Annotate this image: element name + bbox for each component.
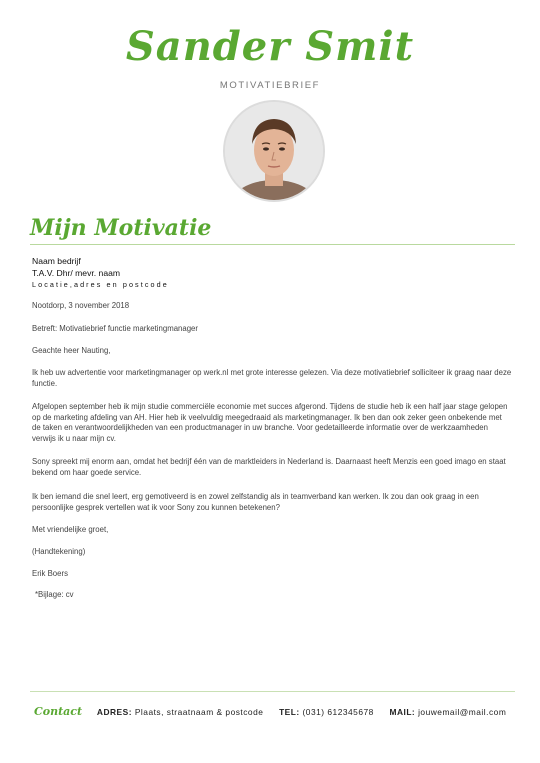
recipient-location: Locatie,adres en postcode (32, 280, 169, 289)
recipient-company: Naam bedrijf (32, 256, 81, 266)
profile-photo (223, 100, 325, 202)
letter-closing: Met vriendelijke groet, (32, 525, 109, 534)
footer-divider (30, 691, 515, 692)
paragraph-text: Afgelopen september heb ik mijn studie commerciële economie met succes afgerond. Tijdens de studie heb ik een half jaar stage gelopen op de marketing afdeling van AH. Hier heb ik veelvuldig meegedraaid als marketingmanager. Ik ben dan ook zeker geen onbekende met de taken en verantwoordelijkheden van een productmanager in uw branche. Voor gedetailleerde informatie over de werkzaamheden verwijs ik u naar mijn cv. (32, 402, 508, 443)
paragraph-text: Ik heb uw advertentie voor marketingmanager op werk.nl met grote interesse gelezen. Via deze motivatiebrief solliciteer ik graag naar deze functie. (32, 368, 512, 388)
portrait-photo-icon (225, 102, 323, 200)
recipient-attention: T.A.V. Dhr/ mevr. naam (32, 268, 121, 278)
footer-phone-value: (031) 612345678 (302, 707, 374, 717)
paragraph-text: Sony spreekt mij enorm aan, omdat het bedrijf één van de marktleiders in Nederland is. Daarnaast heeft Menzis een goed imago en staat bekend om haar goede service. (32, 457, 506, 477)
paragraph-text: Ik ben iemand die snel leert, erg gemotiveerd is en zowel zelfstandig als in teamverband kan werken. Ik zou dan ook graag in een persoonlijke gesprek vertellen wat ik voor Sony zou kunnen betekenen? (32, 492, 479, 512)
recipient-block (32, 255, 169, 291)
paragraph-3 (32, 457, 512, 478)
footer-address-value: Plaats, straatnaam & postcode (134, 707, 264, 717)
applicant-name: Sander Smit (125, 23, 415, 70)
contact-footer (34, 705, 524, 719)
letter-salutation: Geachte heer Nauting, (32, 346, 111, 355)
letter-attachment: *Bijlage: cv (35, 590, 74, 599)
letter-sender: Erik Boers (32, 569, 68, 578)
paragraph-4 (32, 492, 512, 513)
footer-mail-value: jouwemail@mail.com (418, 707, 507, 717)
footer-phone-label: TEL: (279, 707, 300, 717)
footer-contact-label: Contact (34, 705, 83, 718)
section-divider (30, 244, 515, 245)
footer-address-label: ADRES: (96, 707, 133, 717)
letter-signature: (Handtekening) (32, 547, 86, 556)
section-title: Mijn Motivatie (30, 215, 212, 241)
letter-subject: Betreft: Motivatiebrief functie marketingmanager (32, 324, 198, 333)
footer-mail-label: MAIL: (389, 707, 416, 717)
document-subtitle: MOTIVATIEBRIEF (219, 80, 321, 91)
paragraph-1 (32, 368, 512, 389)
paragraph-2 (32, 402, 512, 444)
letter-date: Nootdorp, 3 november 2018 (32, 301, 130, 310)
